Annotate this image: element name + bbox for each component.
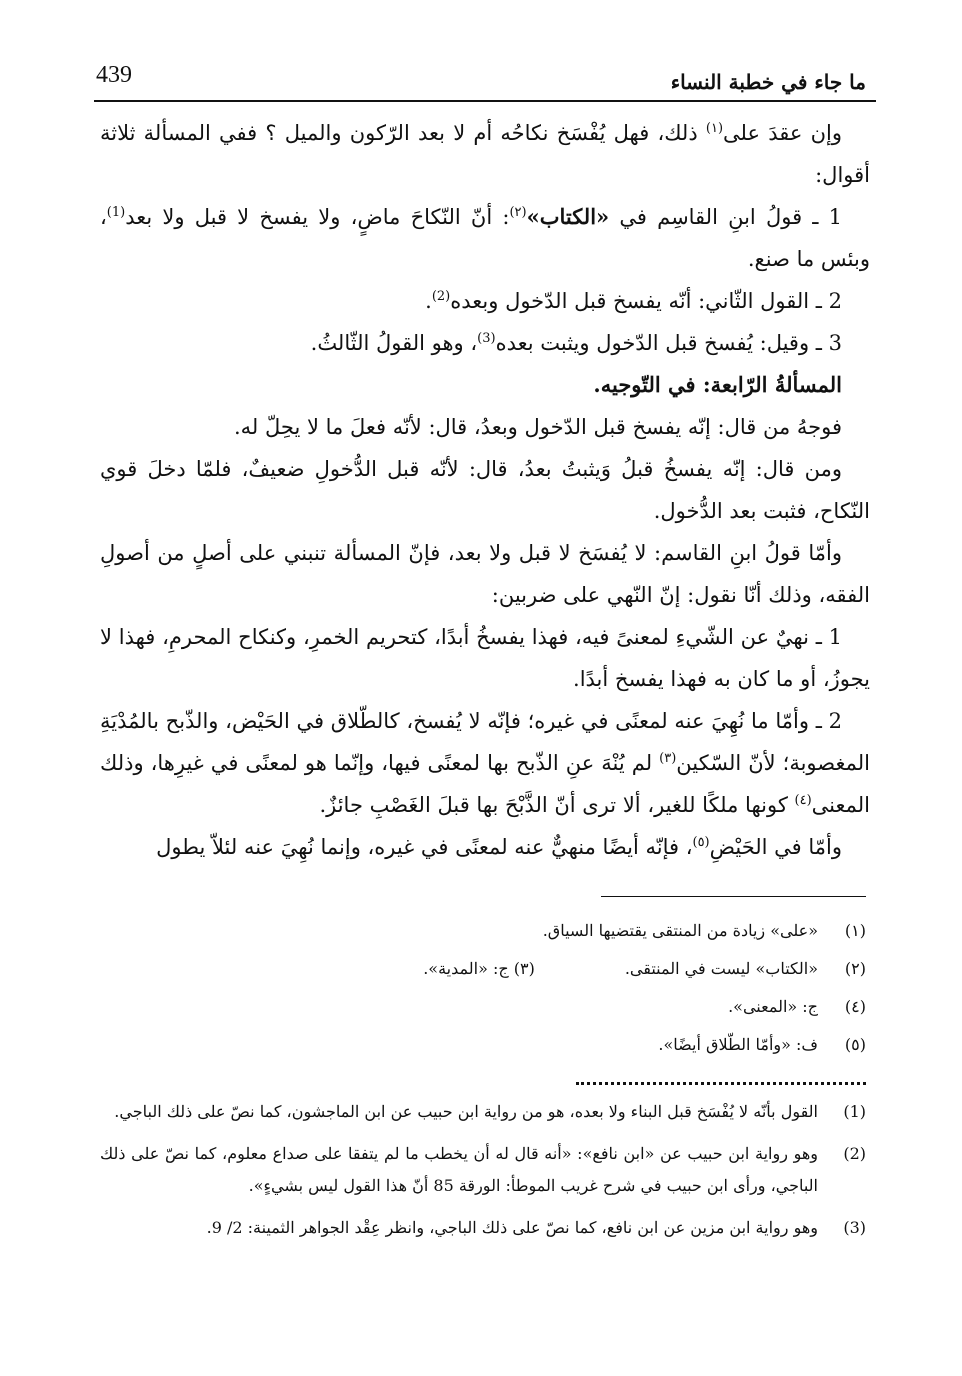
paragraph-10 bbox=[100, 700, 870, 826]
paragraph-11 bbox=[100, 826, 870, 868]
footnote-number: (٢) bbox=[844, 959, 866, 978]
paragraph-1 bbox=[100, 112, 870, 196]
paragraph-2 bbox=[100, 196, 870, 280]
text-run: 1 ـ نهيٌ عن الشّيءِ لمعنىً فيه، فهذا يفسخُ أبدًا، كتحريم الخمرِ، وكنكاح المحرمِ، فهذا لا يجوزُ، أو ما كان به فهذا يفسخ أبدًا. bbox=[100, 625, 870, 691]
book-title: «الكتاب» bbox=[526, 204, 610, 229]
text-run: كونها ملكًا للغير، ألا ترى أنّ الذَّبْحَ بها قبلَ الغَصْبِ جائزٌ. bbox=[319, 793, 795, 817]
heading-text: المسألةُ الرّابعة: في التّوجيه. bbox=[593, 372, 842, 397]
text-run: ذلك، فهل يُفْسَخ نكاحُه أم لا بعد الرّكون والميل ؟ ففي المسألة ثلاثة أقوال: bbox=[100, 121, 870, 187]
text-run: 2 ـ وأمّا ما نُهِيَ عنه لمعنًى في غيره؛ فإنّه لا يُفسخ، كالطّلاق في الحَيْض، والذّبح بالمُدْيَةِ المغصوبة؛ لأنّ السّكين bbox=[100, 709, 870, 775]
footnote-text: «على» زيادة من المنتقى يقتضيها السياق. bbox=[542, 921, 818, 940]
note-text: وهو رواية ابن حبيب عن «ابن نافع»: «أنه قال له أن يخطب ما لم يتفقا على صداع معلوم، كما نصّ على ذلك الباجي، ورأى ابن حبيب في شرح غريب الموطأ: الورقة 85 أنّ هذا القول ليس بشيءٍ». bbox=[100, 1144, 818, 1195]
footnote-rule bbox=[601, 896, 866, 897]
editor-notes bbox=[100, 1096, 866, 1254]
paragraph-3 bbox=[100, 280, 870, 322]
paragraph-8 bbox=[100, 532, 870, 616]
footnote-ref: (٢) bbox=[509, 205, 527, 220]
editor-note bbox=[100, 1212, 866, 1244]
text-run: لم يُنْهَ عنِ الذّبح بها لمعنًى فيها، وإنّما هو لمعنًى في غيرِها، وذلك المعنى bbox=[100, 751, 870, 817]
text-run: ، فإنّه أيضًا منهيٌّ عنه لمعنًى في غيره، وإنما نُهِيَ عنه لئلاّ يطول bbox=[156, 835, 693, 859]
footnote-text: ف: «وأمّا الطّلاق أيضًا». bbox=[658, 1035, 818, 1054]
footnote-number: (٥) bbox=[844, 1035, 866, 1054]
text-run: : أنّ النّكاحَ ماضٍ، ولا يفسخ لا قبل ولا بعد bbox=[125, 205, 510, 229]
footnote bbox=[100, 988, 866, 1026]
editor-note bbox=[100, 1096, 866, 1128]
footnote-ref: (١) bbox=[705, 121, 724, 136]
footnote bbox=[100, 950, 866, 988]
note-number: (1) bbox=[843, 1102, 866, 1121]
footnote bbox=[100, 912, 866, 950]
text-run: ومن قال: إنّه يفسخُ قبلُ وَيثبتُ بعدُ، قال: لأنّه قبل الدُّخولِ ضعيفٌ، فلمّا دخلَ قوي النّكاح، فثبت بعد الدُّخول. bbox=[100, 457, 870, 523]
text-run: 1 ـ قولُ ابنِ القاسِم في bbox=[609, 205, 843, 229]
footnote-ref: (٤) bbox=[794, 793, 812, 808]
note-text: وهو رواية ابن مزين عن ابن نافع، كما نصّ على ذلك الباجي، وانظر عِقْد الجواهر الثمينة: 2/ 9. bbox=[206, 1218, 818, 1237]
footnote-text: «الكتاب» ليست في المنتقى. bbox=[624, 959, 818, 978]
note-ref: (3) bbox=[477, 331, 496, 346]
text-run: وأمّا قولُ ابنِ القاسم: لا يُفسَخ لا قبل ولا بعد، فإنّ المسألة تنبني على أصلٍ من أصولِ الفقه، وذلك أنّا نقول: إنّ النّهي على ضربين: bbox=[100, 541, 870, 607]
footnote-number: (٤) bbox=[844, 997, 866, 1016]
footnote bbox=[100, 1026, 866, 1064]
editor-note bbox=[100, 1138, 866, 1202]
header-rule bbox=[94, 100, 876, 102]
text-run: . bbox=[425, 289, 432, 313]
dotted-rule bbox=[576, 1082, 866, 1085]
text-run: وإن عقدَ على bbox=[723, 121, 842, 145]
text-run: ، وبئس ما صنع. bbox=[100, 205, 870, 271]
text-run: 3 ـ وقيل: يُفسخ قبل الدّخول ويثبت بعده bbox=[495, 331, 842, 355]
text-run: وأمّا في الحَيْضِ bbox=[709, 835, 842, 859]
text-run: ، وهو القولُ الثّالثُ. bbox=[310, 331, 478, 355]
footnote-text: (٣) ج: «المدية». bbox=[423, 959, 535, 978]
note-text: القول بأنّه لا يُفْسَخ قبل البناء ولا بعده، هو من رواية ابن حبيب عن ابن الماجشون، كما نصّ على ذلك الباجي. bbox=[114, 1102, 818, 1121]
note-ref: (2) bbox=[431, 289, 451, 304]
footnote-number: (١) bbox=[844, 921, 866, 940]
page-number: 439 bbox=[96, 62, 132, 88]
note-ref: (1) bbox=[106, 205, 126, 220]
paragraph-4 bbox=[100, 322, 870, 364]
footnotes bbox=[100, 912, 866, 1064]
footnote-text: ج: «المعنى». bbox=[728, 997, 818, 1016]
main-text bbox=[100, 112, 870, 868]
section-heading bbox=[100, 364, 870, 406]
paragraph-9 bbox=[100, 616, 870, 700]
text-run: 2 ـ القول الثّاني: أنّه يفسخ قبل الدّخول وبعده bbox=[450, 289, 842, 313]
running-title: ما جاء في خطبة النساء bbox=[670, 70, 866, 94]
text-run: فوجهُ من قال: إنّه يفسخ قبل الدّخول وبعدُ، قال: لأنّه فعلَ ما لا يحِلّ له. bbox=[233, 415, 842, 439]
note-number: (3) bbox=[843, 1218, 866, 1237]
paragraph-6 bbox=[100, 406, 870, 448]
footnote-ref: (٣) bbox=[659, 751, 677, 766]
note-number: (2) bbox=[843, 1144, 866, 1163]
paragraph-7 bbox=[100, 448, 870, 532]
footnote-ref: (٥) bbox=[692, 835, 710, 850]
